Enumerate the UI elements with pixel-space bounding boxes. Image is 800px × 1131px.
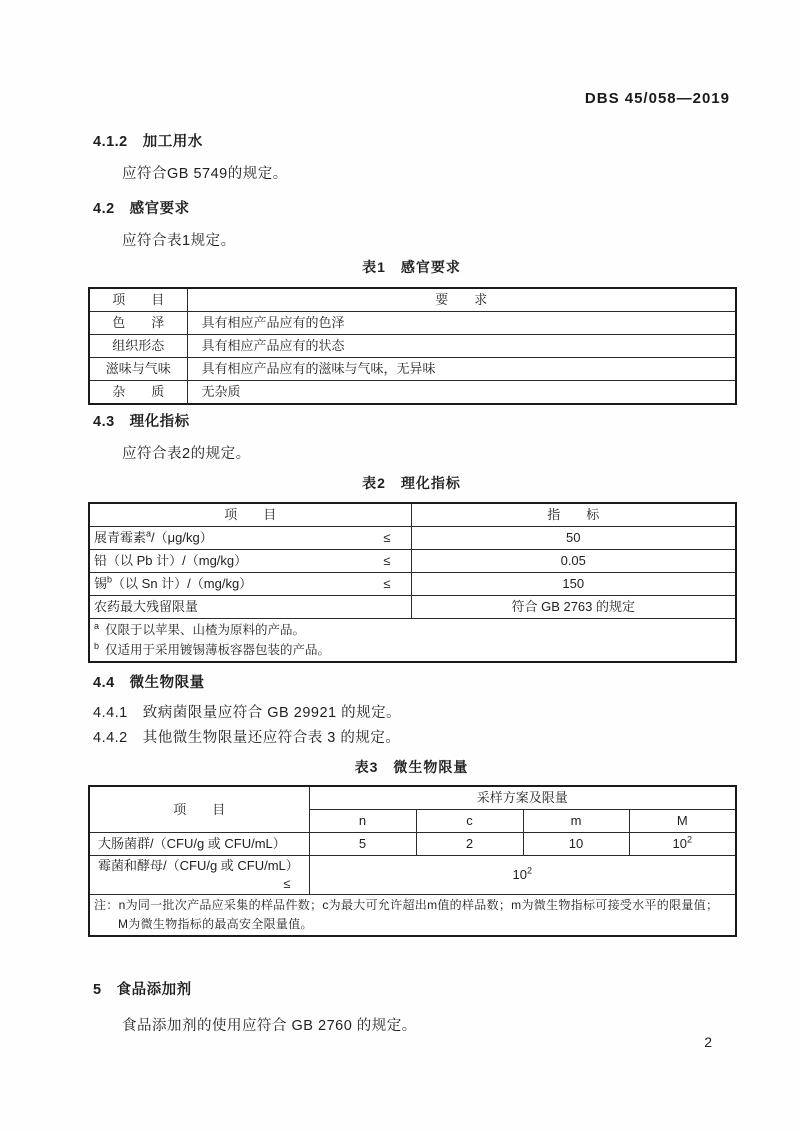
value-exponent: 2 [686,834,692,845]
section-heading-4-4: 4.4 微生物限量 [93,675,205,691]
table-row [89,335,736,358]
table3-header-sampling-plan: 采样方案及限量 [309,786,736,810]
table2-caption: 表2 理化指标 [362,475,461,491]
item-unit: /（μg/kg） [151,530,213,545]
item-text: 农药最大残留限量 [94,599,199,614]
table1-header-requirement: 要 求 [187,288,736,312]
table1-caption: 表1 感官要求 [362,259,461,275]
table3-c-value: 2 [416,833,523,856]
doc-number: DBS 45/058—2019 [584,90,730,107]
note-text: n为同一批次产品应采集的样品件数；c为最大可允许超出m值的样品数；m为微生物指标可接受水平的限量值； [118,898,719,912]
footnote-a [94,620,731,640]
table-row [89,312,736,335]
table3-n-value: 5 [309,833,416,856]
paragraph-5: 食品添加剂的使用应符合 GB 2760 的规定。 [122,1018,417,1034]
table3-subheader-M: M [629,810,736,833]
section-heading-4-3: 4.3 理化指标 [93,414,190,430]
footnote-marker: a [146,528,152,539]
table3-header-item: 项 目 [89,786,309,833]
table3-M-value [629,833,736,856]
section-heading-4-2: 4.2 感官要求 [93,201,190,217]
table1-header-row [89,288,736,312]
value-exponent: 2 [526,865,532,876]
section-heading-5: 5 食品添加剂 [93,982,192,998]
item-text: 展青霉素 [94,530,147,545]
less-equal-operator: ≤ [383,553,391,568]
table-row [89,856,736,895]
section-heading-4-1-2: 4.1.2 加工用水 [93,134,203,150]
less-equal-operator: ≤ [283,876,291,891]
table2-value-cell: 符合 GB 2763 的规定 [411,596,736,619]
table1-item-cell: 色 泽 [89,312,187,335]
item-text: 霉菌和酵母/（CFU/g 或 CFU/mL） [98,858,299,873]
note-line-1 [94,896,731,915]
table2-value-cell: 0.05 [411,550,736,573]
table-row [89,381,736,405]
table-row [89,596,736,619]
table3-item-cell [89,856,309,895]
table1-value-cell: 具有相应产品应有的色泽 [187,312,736,335]
value-base: 10 [512,867,527,882]
paragraph-4-2: 应符合表1规定。 [122,233,236,249]
table3-header-row-group [89,786,736,810]
table2-item-cell [89,573,411,596]
table1-value-cell: 具有相应产品应有的状态 [187,335,736,358]
footnote-marker: b [94,640,100,651]
table3-subheader-c: c [416,810,523,833]
table2-header-indicator: 指 标 [411,503,736,527]
paragraph-4-1-2: 应符合GB 5749的规定。 [122,166,288,182]
table1-value-cell: 无杂质 [187,381,736,405]
table3-subheader-n: n [309,810,416,833]
paragraph-4-3: 应符合表2的规定。 [122,446,251,462]
note-line-2: M为微生物指标的最高安全限量值。 [118,917,313,931]
footnote-text: 仅限于以苹果、山楂为原料的产品。 [105,623,306,637]
table1-item-cell: 组织形态 [89,335,187,358]
table2-footnotes-row [89,619,736,663]
table1-item-cell: 滋味与气味 [89,358,187,381]
value-base: 10 [672,836,687,851]
table1-item-cell: 杂 质 [89,381,187,405]
footnote-b [94,640,731,660]
table3-microbiological-limits [88,785,737,937]
table2-item-cell [89,550,411,573]
table3-m-value: 10 [523,833,629,856]
note-label: 注： [94,898,119,912]
table2-header-row [89,503,736,527]
table2-physicochemical-indicators [88,502,737,663]
footnote-marker: a [94,620,100,631]
table1-sensory-requirements [88,287,737,405]
table3-item-cell: 大肠菌群/（CFU/g 或 CFU/mL） [89,833,309,856]
table3-shared-value [309,856,736,895]
table2-item-cell [89,527,411,550]
table-row [89,573,736,596]
less-equal-operator: ≤ [383,530,391,545]
item-text: 锡 [94,576,108,591]
paragraph-4-4-2: 4.4.2 其他微生物限量还应符合表 3 的规定。 [93,730,401,746]
table2-footnotes-cell [89,619,736,663]
paragraph-4-4-1: 4.4.1 致病菌限量应符合 GB 29921 的规定。 [93,705,402,721]
table1-value-cell: 具有相应产品应有的滋味与气味，无异味 [187,358,736,381]
table1-header-item: 项 目 [89,288,187,312]
page-number: 2 [704,1034,712,1050]
less-equal-operator: ≤ [383,576,391,591]
table2-value-cell: 50 [411,527,736,550]
table3-caption: 表3 微生物限量 [354,759,469,775]
table-row [89,550,736,573]
table2-value-cell: 150 [411,573,736,596]
table-row [89,358,736,381]
table3-note-row [89,895,736,937]
table-row [89,527,736,550]
footnote-text: 仅适用于采用镀锡薄板容器包装的产品。 [105,643,331,657]
item-text: 铅（以 Pb 计）/（mg/kg） [94,553,248,568]
table2-item-cell [89,596,411,619]
footnote-marker: b [107,574,113,585]
table3-note-cell [89,895,736,937]
table2-header-item: 项 目 [89,503,411,527]
item-unit: （以 Sn 计）/（mg/kg） [112,576,253,591]
table3-subheader-m: m [523,810,629,833]
table-row [89,833,736,856]
